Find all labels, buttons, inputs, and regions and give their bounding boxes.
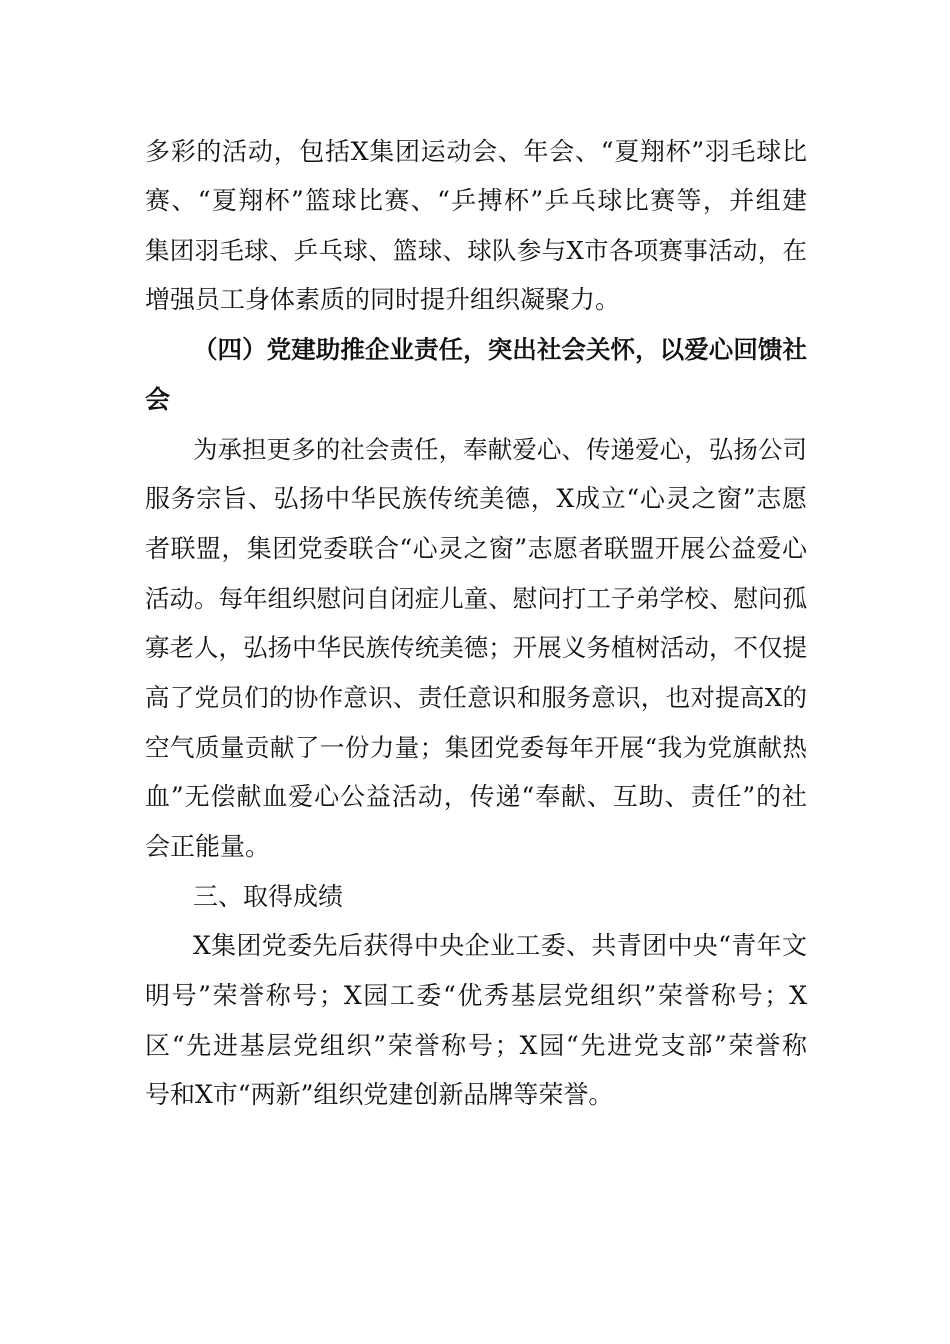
paragraph-line: 血”无偿献血爱心公益活动，传递“奉献、互助、责任”的社 bbox=[145, 782, 807, 811]
paragraph-line: 会正能量。 bbox=[145, 832, 271, 861]
paragraph-line: 空气质量贡献了一份力量；集团党委每年开展“我为党旗献热 bbox=[145, 733, 807, 762]
paragraph-line: 为承担更多的社会责任，奉献爱心、传递爱心，弘扬公司 bbox=[193, 435, 807, 464]
section-heading-line: 三、取得成绩 bbox=[193, 882, 344, 911]
paragraph-line: 寡老人，弘扬中华民族传统美德；开展义务植树活动，不仅提 bbox=[145, 633, 807, 662]
section-heading-line: （四）党建助推企业责任，突出社会关怀，以爱心回馈社 bbox=[193, 335, 807, 364]
paragraph-line: X集团党委先后获得中央企业工委、共青团中央“青年文 bbox=[193, 931, 807, 960]
paragraph-line: 者联盟，集团党委联合“心灵之窗”志愿者联盟开展公益爱心 bbox=[145, 534, 807, 563]
paragraph-line: 增强员工身体素质的同时提升组织凝聚力。 bbox=[145, 285, 621, 314]
paragraph-line: 活动。每年组织慰问自闭症儿童、慰问打工子弟学校、慰问孤 bbox=[145, 584, 807, 613]
paragraph-line: 区“先进基层党组织”荣誉称号；X园“先进党支部”荣誉称 bbox=[145, 1031, 807, 1060]
paragraph-line: 集团羽毛球、乒乓球、篮球、球队参与X市各项赛事活动，在 bbox=[145, 236, 807, 265]
paragraph-line: 号和X市“两新”组织党建创新品牌等荣誉。 bbox=[145, 1080, 614, 1109]
paragraph-line: 高了党员们的协作意识、责任意识和服务意识，也对提高X的 bbox=[145, 683, 807, 712]
paragraph-line: 赛、“夏翔杯”篮球比赛、“乒搏杯”乒乓球比赛等，并组建 bbox=[145, 186, 807, 215]
paragraph-line: 服务宗旨、弘扬中华民族传统美德，X成立“心灵之窗”志愿 bbox=[145, 484, 807, 513]
paragraph-line: 多彩的活动，包括X集团运动会、年会、“夏翔杯”羽毛球比 bbox=[145, 137, 807, 166]
paragraph-line: 明号”荣誉称号；X园工委“优秀基层党组织”荣誉称号；X bbox=[145, 981, 807, 1010]
section-heading-line: 会 bbox=[145, 385, 171, 414]
